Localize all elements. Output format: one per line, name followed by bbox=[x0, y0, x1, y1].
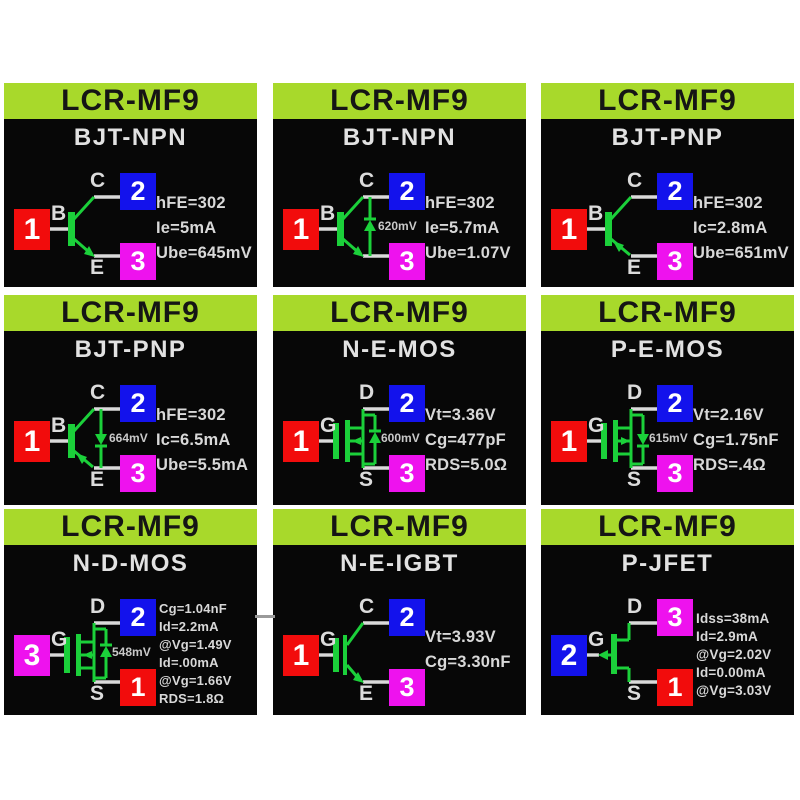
value-line: Ie=5mA bbox=[156, 219, 217, 237]
pin-letter-left: G bbox=[320, 414, 337, 437]
pin-badge-top: 2 bbox=[389, 599, 425, 636]
pin-badge-left: 1 bbox=[551, 209, 587, 250]
pin-badge-left: 1 bbox=[283, 635, 319, 676]
tester-screen-1 bbox=[4, 83, 257, 287]
pin-badge-left: 1 bbox=[283, 421, 319, 462]
pin-letter-left: B bbox=[588, 202, 604, 225]
value-line: hFE=302 bbox=[156, 194, 226, 212]
device-model-header: LCR-MF9 bbox=[4, 509, 257, 545]
component-type-label: BJT-NPN bbox=[342, 124, 457, 151]
screen-body bbox=[273, 331, 526, 505]
screen-body bbox=[273, 119, 526, 287]
value-line: @Vg=1.66V bbox=[159, 673, 232, 688]
value-line: hFE=302 bbox=[156, 406, 226, 424]
value-line: Ic=6.5mA bbox=[156, 431, 231, 449]
wire-artifact-between-panels bbox=[255, 615, 275, 618]
pin-badge-bottom: 3 bbox=[657, 243, 693, 280]
measurement-values bbox=[425, 403, 507, 478]
value-line: Ube=5.5mA bbox=[156, 456, 249, 474]
pin-letter-bottom: E bbox=[359, 682, 374, 705]
measurement-values bbox=[425, 625, 511, 675]
pin-letter-bottom: E bbox=[90, 468, 105, 491]
pin-letter-bottom: S bbox=[90, 682, 105, 705]
tester-screen-2 bbox=[273, 83, 526, 287]
diode-voltage-label: 600mV bbox=[381, 431, 420, 445]
pin-badge-top: 2 bbox=[120, 385, 156, 422]
pin-letter-top: D bbox=[90, 595, 106, 618]
value-line: Id=2.9mA bbox=[696, 629, 759, 644]
pin-badge-top: 2 bbox=[657, 385, 693, 422]
pin-badge-top: 2 bbox=[120, 599, 156, 636]
diode-voltage-label: 548mV bbox=[112, 645, 151, 659]
device-model-header: LCR-MF9 bbox=[273, 509, 526, 545]
component-type-label: BJT-PNP bbox=[74, 336, 187, 363]
pin-badge-left: 2 bbox=[551, 635, 587, 676]
screen-body bbox=[4, 545, 257, 715]
component-type-label: N-E-IGBT bbox=[340, 550, 459, 577]
tester-screen-8 bbox=[273, 509, 526, 715]
device-model-header: LCR-MF9 bbox=[4, 295, 257, 331]
pin-letter-left: G bbox=[588, 628, 605, 651]
value-line: Id=.00mA bbox=[159, 655, 219, 670]
value-line: Cg=477pF bbox=[425, 431, 506, 449]
value-line: Idss=38mA bbox=[696, 611, 770, 626]
pin-letter-top: C bbox=[359, 595, 375, 618]
value-line: Vt=3.93V bbox=[425, 628, 496, 646]
measurement-values bbox=[696, 610, 771, 700]
tester-screen-5 bbox=[273, 295, 526, 505]
value-line: RDS=5.0Ω bbox=[425, 456, 508, 474]
component-type-label: N-D-MOS bbox=[72, 550, 189, 577]
value-line: hFE=302 bbox=[693, 194, 763, 212]
pin-badge-left: 1 bbox=[14, 209, 50, 250]
pin-badge-left: 1 bbox=[14, 421, 50, 462]
pin-letter-top: C bbox=[627, 169, 643, 192]
pin-letter-left: B bbox=[320, 202, 336, 225]
pin-letter-top: D bbox=[627, 381, 643, 404]
value-line: Ic=2.8mA bbox=[693, 219, 768, 237]
measurement-values bbox=[159, 600, 232, 708]
value-line: RDS=.4Ω bbox=[693, 456, 766, 474]
pin-badge-left: 1 bbox=[551, 421, 587, 462]
pin-badge-left: 1 bbox=[283, 209, 319, 250]
pin-letter-bottom: S bbox=[359, 468, 374, 491]
pin-badge-bottom: 1 bbox=[120, 669, 156, 706]
pin-badge-left: 3 bbox=[14, 635, 50, 676]
device-model-header: LCR-MF9 bbox=[541, 509, 794, 545]
device-model-header: LCR-MF9 bbox=[273, 295, 526, 331]
screen-body bbox=[4, 119, 257, 287]
pin-letter-top: C bbox=[90, 169, 106, 192]
tester-screen-7 bbox=[4, 509, 257, 715]
device-model-header: LCR-MF9 bbox=[541, 295, 794, 331]
tester-screen-9 bbox=[541, 509, 794, 715]
value-line: Ube=651mV bbox=[693, 244, 789, 262]
tester-screen-4 bbox=[4, 295, 257, 505]
measurement-values bbox=[693, 191, 789, 266]
screen-body bbox=[541, 331, 794, 505]
pin-letter-left: G bbox=[51, 628, 68, 651]
diode-voltage-label: 620mV bbox=[378, 219, 417, 233]
screen-body bbox=[541, 119, 794, 287]
component-type-label: BJT-PNP bbox=[611, 124, 724, 151]
device-model-header: LCR-MF9 bbox=[541, 83, 794, 119]
component-type-label: P-E-MOS bbox=[610, 336, 725, 363]
device-model-header: LCR-MF9 bbox=[4, 83, 257, 119]
screen-body bbox=[4, 331, 257, 505]
pin-letter-left: G bbox=[588, 414, 605, 437]
component-type-label: N-E-MOS bbox=[342, 336, 457, 363]
pin-badge-bottom: 3 bbox=[389, 455, 425, 492]
diode-voltage-label: 615mV bbox=[649, 431, 688, 445]
value-line: Id=2.2mA bbox=[159, 619, 219, 634]
device-model-header: LCR-MF9 bbox=[273, 83, 526, 119]
tester-screen-3 bbox=[541, 83, 794, 287]
measurement-values bbox=[156, 191, 252, 266]
measurement-values bbox=[425, 191, 511, 266]
value-line: Ube=1.07V bbox=[425, 244, 511, 262]
pin-badge-top: 3 bbox=[657, 599, 693, 636]
pin-badge-bottom: 1 bbox=[657, 669, 693, 706]
pin-letter-top: D bbox=[627, 595, 643, 618]
value-line: RDS=1.8Ω bbox=[159, 691, 225, 706]
pin-badge-top: 2 bbox=[657, 173, 693, 210]
value-line: @Vg=1.49V bbox=[159, 637, 232, 652]
value-line: Cg=3.30nF bbox=[425, 653, 511, 671]
measurement-values bbox=[156, 403, 248, 478]
value-line: Id=0.00mA bbox=[696, 665, 766, 680]
tester-screen-6 bbox=[541, 295, 794, 505]
value-line: @Vg=3.03V bbox=[696, 683, 772, 698]
pin-letter-bottom: S bbox=[627, 468, 642, 491]
value-line: Vt=3.36V bbox=[425, 406, 496, 424]
pin-letter-top: C bbox=[90, 381, 106, 404]
pin-badge-top: 2 bbox=[120, 173, 156, 210]
value-line: hFE=302 bbox=[425, 194, 495, 212]
pin-badge-bottom: 3 bbox=[389, 669, 425, 706]
component-type-label: BJT-NPN bbox=[73, 124, 188, 151]
pin-letter-top: D bbox=[359, 381, 375, 404]
value-line: Vt=2.16V bbox=[693, 406, 764, 424]
value-line: Ube=645mV bbox=[156, 244, 252, 262]
pin-letter-top: C bbox=[359, 169, 375, 192]
value-line: @Vg=2.02V bbox=[696, 647, 772, 662]
pin-letter-bottom: E bbox=[90, 256, 105, 279]
pin-badge-bottom: 3 bbox=[389, 243, 425, 280]
measurement-values bbox=[693, 403, 779, 478]
screen-body bbox=[541, 545, 794, 715]
pin-letter-left: B bbox=[51, 414, 67, 437]
pin-letter-left: B bbox=[51, 202, 67, 225]
pin-letter-bottom: E bbox=[627, 256, 642, 279]
pin-letter-bottom: S bbox=[627, 682, 642, 705]
pin-badge-bottom: 3 bbox=[657, 455, 693, 492]
pin-letter-left: G bbox=[320, 628, 337, 651]
value-line: Ie=5.7mA bbox=[425, 219, 500, 237]
diode-voltage-label: 664mV bbox=[109, 431, 148, 445]
component-type-label: P-JFET bbox=[621, 550, 714, 577]
pin-badge-top: 2 bbox=[389, 173, 425, 210]
screen-body bbox=[273, 545, 526, 715]
value-line: Cg=1.75nF bbox=[693, 431, 779, 449]
pin-badge-bottom: 3 bbox=[120, 243, 156, 280]
pin-badge-bottom: 3 bbox=[120, 455, 156, 492]
pin-badge-top: 2 bbox=[389, 385, 425, 422]
value-line: Cg=1.04nF bbox=[159, 601, 227, 616]
